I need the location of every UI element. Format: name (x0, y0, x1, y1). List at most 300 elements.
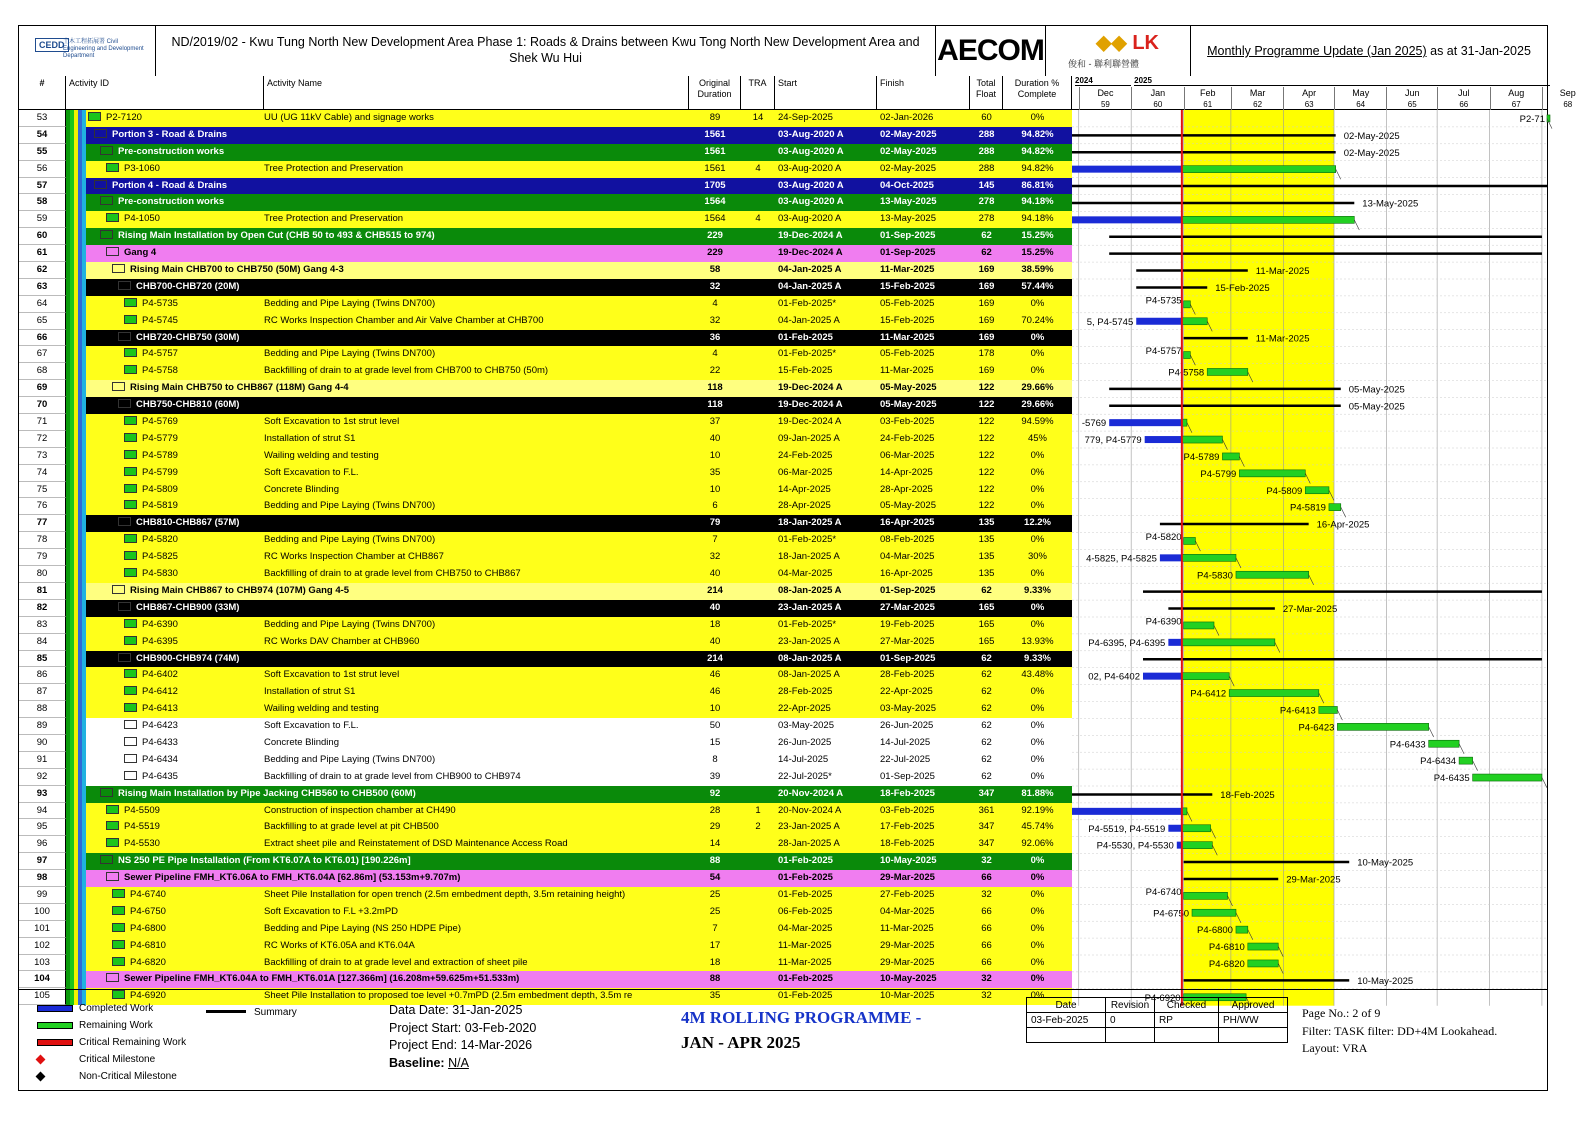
activity-row[interactable] (19, 262, 1072, 279)
remaining-bar (1182, 216, 1354, 223)
finish-date: 17-Feb-2025 (880, 821, 935, 833)
activity-id: CHB750-CHB810 (60M) (86, 397, 689, 414)
activity-row[interactable] (19, 296, 1072, 313)
project-end: Project End: 14-Mar-2026 (389, 1038, 533, 1052)
activity-row[interactable] (19, 549, 1072, 566)
legend-completed-swatch (37, 1005, 73, 1012)
duration-complete: 94.82% (1021, 128, 1054, 140)
activity-id: CHB900-CHB974 (74M) (86, 651, 689, 668)
task-icon (124, 298, 137, 307)
col-header-tra[interactable]: TRA (741, 76, 775, 110)
total-float: 165 (978, 618, 995, 630)
activity-row[interactable] (19, 566, 1072, 583)
tra (741, 431, 775, 448)
activity-id: P4-5825 (86, 549, 264, 566)
remaining-bar (1182, 318, 1207, 325)
task-icon (124, 433, 137, 442)
wbs-level-bars (66, 600, 86, 617)
activity-row[interactable] (19, 313, 1072, 330)
activity-bar-label: P4-6920 (1144, 992, 1181, 1004)
activity-bar-label: P4-5758 (1168, 367, 1205, 379)
total-float: 169 (978, 314, 995, 326)
wbs-icon (100, 788, 113, 797)
finish-date: 05-May-2025 (880, 500, 936, 512)
start-date: 01-Feb-2025 (778, 331, 833, 343)
original-duration: 40 (709, 601, 721, 613)
tra (741, 870, 775, 887)
original-duration: 40 (709, 635, 721, 647)
wbs-level-bars (66, 465, 86, 482)
activity-id: P4-6433 (86, 735, 264, 752)
completed-bar (1145, 436, 1182, 443)
original-duration: 18 (709, 618, 721, 630)
activity-name: Tree Protection and Preservation (264, 213, 404, 225)
row-number: 92 (19, 769, 66, 786)
gantt-timescale (1072, 76, 1576, 110)
tra (741, 904, 775, 921)
wbs-icon (94, 180, 107, 189)
activity-row[interactable] (19, 651, 1072, 668)
task-icon (124, 771, 137, 780)
activity-id: P4-6412 (86, 684, 264, 701)
schedule-page (18, 25, 1576, 1091)
activity-bar-label: P4-6413 (1279, 705, 1316, 717)
remaining-bar (1207, 368, 1248, 375)
finish-date: 29-Mar-2025 (880, 872, 935, 884)
activity-id: Sewer Pipeline FMH_KT6.04A to FMH_KT6.01A [127.366m] (16.208m+59.625m+51.533m) (86, 971, 689, 988)
duration-complete: 0% (1030, 483, 1045, 495)
original-duration: 54 (709, 872, 721, 884)
activity-row[interactable] (19, 904, 1072, 921)
timescale-month: Jan (1131, 87, 1183, 99)
activity-row[interactable] (19, 346, 1072, 363)
total-float: 122 (978, 483, 995, 495)
activity-bar-label: P2-71 (1519, 113, 1545, 125)
finish-date: 15-Feb-2025 (880, 280, 935, 292)
activity-bar-label: P4-6820 (1208, 958, 1245, 970)
activity-row[interactable] (19, 448, 1072, 465)
tra (741, 549, 775, 566)
activity-row[interactable] (19, 955, 1072, 972)
lk-logo-mark: ◆◆ LK (1096, 32, 1159, 54)
activity-bar-label: P4-6395, P4-6395 (1088, 637, 1166, 649)
task-icon (124, 551, 137, 560)
tra: 14 (752, 112, 764, 123)
tra: 4 (755, 162, 761, 174)
col-header-finish[interactable]: Finish (877, 76, 970, 110)
activity-row[interactable] (19, 245, 1072, 262)
project-dates (389, 1002, 536, 1072)
remaining-bar (1182, 842, 1212, 849)
total-float: 169 (978, 297, 995, 309)
wbs-level-bars (66, 955, 86, 972)
activity-row[interactable] (19, 465, 1072, 482)
summary-finish-label: 10-May-2025 (1357, 975, 1414, 987)
activity-row[interactable] (19, 144, 1072, 161)
remaining-bar (1184, 352, 1191, 359)
start-date: 06-Feb-2025 (778, 905, 833, 917)
row-number: 93 (19, 786, 66, 803)
task-icon (112, 940, 125, 949)
activity-id: P4-6740 (86, 887, 264, 904)
finish-date: 27-Mar-2025 (880, 635, 935, 647)
activity-id: Sewer Pipeline FMH_KT6.06A to FMH_KT6.04A [62.86m] (53.153m+9.707m) (86, 870, 689, 887)
duration-complete: 0% (1030, 297, 1045, 309)
original-duration: 32 (709, 551, 721, 563)
wbs-icon (118, 281, 131, 290)
row-number: 53 (19, 110, 66, 127)
col-header-activity-id[interactable]: Activity ID (66, 76, 264, 110)
wbs-level-bars (66, 853, 86, 870)
title-block (19, 26, 1547, 77)
row-number: 78 (19, 532, 66, 549)
start-date: 28-Jan-2025 A (778, 838, 840, 850)
duration-complete: 0% (1030, 331, 1045, 343)
activity-row[interactable] (19, 194, 1072, 211)
original-duration: 25 (709, 905, 721, 917)
activity-name: Tree Protection and Preservation (264, 162, 404, 174)
activity-id: P4-1050 (86, 211, 264, 228)
total-float: 165 (978, 635, 995, 647)
tra: 4 (755, 213, 761, 225)
activity-row[interactable] (19, 718, 1072, 735)
activity-row[interactable] (19, 211, 1072, 228)
total-float: 62 (981, 686, 992, 698)
finish-date: 02-May-2025 (880, 128, 937, 140)
activity-row[interactable] (19, 583, 1072, 600)
footer (19, 989, 1547, 1091)
activity-row[interactable] (19, 769, 1072, 786)
activity-id: Rising Main CHB867 to CHB974 (107M) Gang 4-5 (86, 583, 689, 600)
duration-complete: 0% (1030, 466, 1045, 478)
wbs-level-bars (66, 346, 86, 363)
start-date: 04-Mar-2025 (778, 568, 833, 580)
remaining-bar (1184, 301, 1191, 308)
activity-row[interactable] (19, 684, 1072, 701)
duration-complete: 0% (1030, 872, 1045, 884)
wbs-level-bars (66, 498, 86, 515)
activity-row[interactable] (19, 938, 1072, 955)
original-duration: 4 (712, 297, 718, 309)
total-float: 169 (978, 331, 995, 343)
activity-row[interactable] (19, 330, 1072, 347)
activity-row[interactable] (19, 600, 1072, 617)
col-header-total-float[interactable]: Total Float (970, 76, 1003, 110)
activity-row[interactable] (19, 887, 1072, 904)
original-duration: 1705 (704, 179, 726, 191)
total-float: 122 (978, 432, 995, 444)
row-number: 104 (19, 971, 66, 988)
total-float: 135 (978, 534, 995, 546)
activity-row[interactable] (19, 532, 1072, 549)
duration-complete: 0% (1030, 753, 1045, 765)
cedd-name: 土木工程拓展署 Civil Engineering and Development Department (63, 39, 144, 59)
finish-date: 22-Apr-2025 (880, 686, 933, 698)
finish-date: 03-Feb-2025 (880, 416, 935, 428)
wbs-level-bars (66, 211, 86, 228)
total-float: 278 (978, 196, 995, 208)
completed-bar (1160, 554, 1182, 561)
summary-finish-label: 18-Feb-2025 (1220, 789, 1275, 801)
summary-finish-label: 29-Mar-2025 (1286, 874, 1341, 886)
original-duration: 32 (709, 280, 721, 292)
original-duration: 88 (709, 855, 721, 867)
contractor-logo (1046, 26, 1191, 76)
tra: 2 (755, 821, 761, 833)
activity-name: Sheet Pile Installation for open trench (2.5m embedment depth, 3.5m retaining height) (264, 888, 626, 900)
activity-row[interactable] (19, 735, 1072, 752)
total-float: 32 (981, 888, 992, 900)
duration-complete: 0% (1030, 956, 1045, 968)
row-number: 55 (19, 144, 66, 161)
activity-name: RC Works Inspection Chamber at CHB867 (264, 551, 444, 563)
remaining-bar (1184, 622, 1214, 629)
tra (741, 397, 775, 414)
activity-row[interactable] (19, 178, 1072, 195)
activity-table (19, 110, 1072, 1005)
wbs-icon (94, 129, 107, 138)
activity-row[interactable] (19, 431, 1072, 448)
activity-name: Backfilling of drain to at grade level from CHB750 to CHB867 (264, 568, 521, 580)
task-icon (124, 568, 137, 577)
remaining-bar (1329, 504, 1341, 511)
finish-date: 03-Feb-2025 (880, 804, 935, 816)
duration-complete: 9.33% (1024, 652, 1051, 664)
timescale-year: 2025 (1134, 76, 1550, 86)
tra (741, 346, 775, 363)
original-duration: 118 (707, 382, 723, 394)
wbs-level-bars (66, 228, 86, 245)
rev-header-revision: Revision (1106, 998, 1155, 1013)
task-icon (124, 619, 137, 628)
remaining-bar (1182, 825, 1211, 832)
activity-row[interactable] (19, 498, 1072, 515)
remaining-bar (1222, 453, 1239, 460)
activity-row[interactable] (19, 110, 1072, 127)
total-float: 135 (978, 551, 995, 563)
start-date: 03-May-2025 (778, 720, 834, 732)
tra (741, 684, 775, 701)
finish-date: 02-May-2025 (880, 145, 937, 157)
original-duration: 28 (709, 804, 721, 816)
activity-row[interactable] (19, 161, 1072, 178)
activity-id: P4-6800 (86, 921, 264, 938)
finish-date: 24-Feb-2025 (880, 432, 935, 444)
start-date: 19-Dec-2024 A (778, 416, 842, 428)
remaining-bar (1182, 166, 1336, 173)
activity-row[interactable] (19, 971, 1072, 988)
wbs-level-bars (66, 836, 86, 853)
original-duration: 6 (712, 500, 718, 512)
original-duration: 46 (709, 686, 721, 698)
col-header-start[interactable]: Start (775, 76, 877, 110)
wbs-level-bars (66, 161, 86, 178)
total-float: 169 (978, 264, 995, 276)
tra (741, 718, 775, 735)
remaining-bar (1248, 943, 1278, 950)
start-date: 23-Jan-2025 A (778, 635, 840, 647)
task-icon (106, 821, 119, 830)
activity-name: Wailing welding and testing (264, 703, 379, 715)
start-date: 19-Dec-2024 A (778, 382, 843, 394)
task-icon (124, 450, 137, 459)
activity-bar-label: P4-6423 (1298, 722, 1335, 734)
duration-complete: 0% (1030, 922, 1045, 934)
activity-row[interactable] (19, 853, 1072, 870)
row-number: 96 (19, 836, 66, 853)
start-date: 01-Feb-2025* (778, 534, 837, 546)
duration-complete: 94.82% (1021, 145, 1054, 157)
finish-date: 01-Sep-2025 (880, 247, 936, 259)
activity-row[interactable] (19, 836, 1072, 853)
original-duration: 37 (709, 416, 721, 428)
activity-row[interactable] (19, 228, 1072, 245)
row-number: 88 (19, 701, 66, 718)
col-header-num[interactable]: # (19, 76, 66, 110)
duration-complete: 0% (1030, 686, 1045, 698)
activity-row[interactable] (19, 667, 1072, 684)
activity-bar-label: P4-5735 (1145, 295, 1182, 307)
activity-bar-label: P4-6433 (1389, 739, 1426, 751)
start-date: 22-Apr-2025 (778, 703, 831, 715)
cedd-abbr: CEDD (35, 38, 69, 52)
activity-row[interactable] (19, 515, 1072, 532)
finish-date: 16-Apr-2025 (880, 517, 935, 529)
original-duration: 214 (707, 652, 723, 664)
activity-name: UU (UG 11kV Cable) and signage works (264, 112, 434, 123)
activity-bar-label: P4-6810 (1208, 942, 1245, 954)
finish-date: 05-May-2025 (880, 382, 937, 394)
activity-row[interactable] (19, 397, 1072, 414)
total-float: 62 (981, 753, 992, 765)
activity-row[interactable] (19, 786, 1072, 803)
original-duration: 14 (709, 838, 721, 850)
finish-date: 19-Feb-2025 (880, 618, 935, 630)
total-float: 347 (978, 838, 995, 850)
start-date: 18-Jan-2025 A (778, 551, 840, 563)
wbs-level-bars (66, 549, 86, 566)
activity-id: P4-6435 (86, 769, 264, 786)
task-icon (106, 838, 119, 847)
activity-row[interactable] (19, 127, 1072, 144)
total-float: 361 (978, 804, 995, 816)
timescale-month: Sep (1542, 87, 1593, 99)
activity-bar-label: 02, P4-6402 (1088, 671, 1140, 683)
timescale-period: 64 (1334, 99, 1386, 110)
tra (741, 769, 775, 786)
rev-date: 03-Feb-2025 (1027, 1013, 1106, 1028)
legend (27, 1000, 207, 1085)
activity-id: P4-5757 (86, 346, 264, 363)
activity-id: Rising Main CHB700 to CHB750 (50M) Gang 4-3 (86, 262, 689, 279)
finish-date: 28-Feb-2025 (880, 669, 935, 681)
original-duration: 88 (709, 973, 721, 985)
row-number: 67 (19, 346, 66, 363)
activity-id: P4-6750 (86, 904, 264, 921)
activity-id: Pre-construction works (86, 144, 689, 161)
activity-row[interactable] (19, 634, 1072, 651)
summary-finish-label: 15-Feb-2025 (1215, 282, 1270, 294)
wbs-level-bars (66, 938, 86, 955)
wbs-level-bars (66, 870, 86, 887)
col-header-duration-complete[interactable]: Duration % Complete (1003, 76, 1072, 110)
finish-date: 02-Jan-2026 (880, 112, 934, 123)
activity-bar-label: 5, P4-5745 (1086, 316, 1134, 328)
completed-bar (1072, 216, 1182, 223)
duration-complete: 0% (1030, 990, 1045, 1002)
start-date: 26-Jun-2025 (778, 736, 832, 748)
finish-date: 05-May-2025 (880, 399, 937, 411)
activity-row[interactable] (19, 870, 1072, 887)
filter-info: Filter: TASK filter: DD+4M Lookahead. (1302, 1023, 1498, 1038)
start-date: 11-Mar-2025 (778, 956, 832, 968)
activity-row[interactable] (19, 414, 1072, 431)
activity-id: Rising Main Installation by Pipe Jacking CHB560 to CHB500 (60M) (86, 786, 689, 803)
start-date: 15-Feb-2025 (778, 365, 833, 377)
wbs-level-bars (66, 279, 86, 296)
activity-bar-label: P4-6390 (1145, 616, 1182, 628)
activity-id: P4-5819 (86, 498, 264, 515)
finish-date: 01-Sep-2025 (880, 770, 935, 782)
finish-date: 04-Mar-2025 (880, 905, 935, 917)
activity-row[interactable] (19, 279, 1072, 296)
activity-id: Rising Main CHB750 to CHB867 (118M) Gang 4-4 (86, 380, 689, 397)
completed-bar (1168, 825, 1182, 832)
activity-bar-label: P4-6412 (1190, 688, 1227, 700)
original-duration: 1564 (704, 213, 726, 225)
duration-complete: 0% (1030, 770, 1045, 782)
row-number: 74 (19, 465, 66, 482)
col-header-original-duration[interactable]: Original Duration (689, 76, 741, 110)
tra (741, 498, 775, 515)
duration-complete: 94.59% (1021, 416, 1054, 428)
original-duration: 7 (712, 922, 718, 934)
total-float: 32 (981, 973, 992, 985)
activity-row[interactable] (19, 482, 1072, 499)
activity-row[interactable] (19, 701, 1072, 718)
activity-row[interactable] (19, 921, 1072, 938)
finish-date: 27-Mar-2025 (880, 601, 935, 613)
duration-complete: 0% (1030, 939, 1045, 951)
activity-id: CHB810-CHB867 (57M) (86, 515, 689, 532)
completed-bar (1136, 318, 1182, 325)
start-date: 23-Jan-2025 A (778, 821, 840, 833)
activity-row[interactable] (19, 752, 1072, 769)
activity-row[interactable] (19, 617, 1072, 634)
col-header-activity-name[interactable]: Activity Name (264, 76, 689, 110)
task-icon (112, 957, 125, 966)
duration-complete: 0% (1030, 534, 1045, 546)
duration-complete: 57.44% (1021, 280, 1054, 292)
finish-date: 29-Mar-2025 (880, 939, 935, 951)
activity-row[interactable] (19, 380, 1072, 397)
activity-name: Soft Excavation to F.L. (264, 466, 359, 478)
finish-date: 10-May-2025 (880, 855, 937, 867)
completed-bar (1072, 808, 1182, 815)
remaining-bar (1236, 571, 1309, 578)
total-float: 122 (978, 399, 995, 411)
task-icon (106, 805, 119, 814)
total-float: 278 (978, 213, 995, 225)
activity-row[interactable] (19, 803, 1072, 820)
row-number: 86 (19, 667, 66, 684)
tra (741, 566, 775, 583)
activity-id: P4-6395 (86, 634, 264, 651)
activity-row[interactable] (19, 819, 1072, 836)
timescale-period: 61 (1184, 99, 1231, 110)
tra (741, 194, 775, 211)
activity-row[interactable] (19, 363, 1072, 380)
